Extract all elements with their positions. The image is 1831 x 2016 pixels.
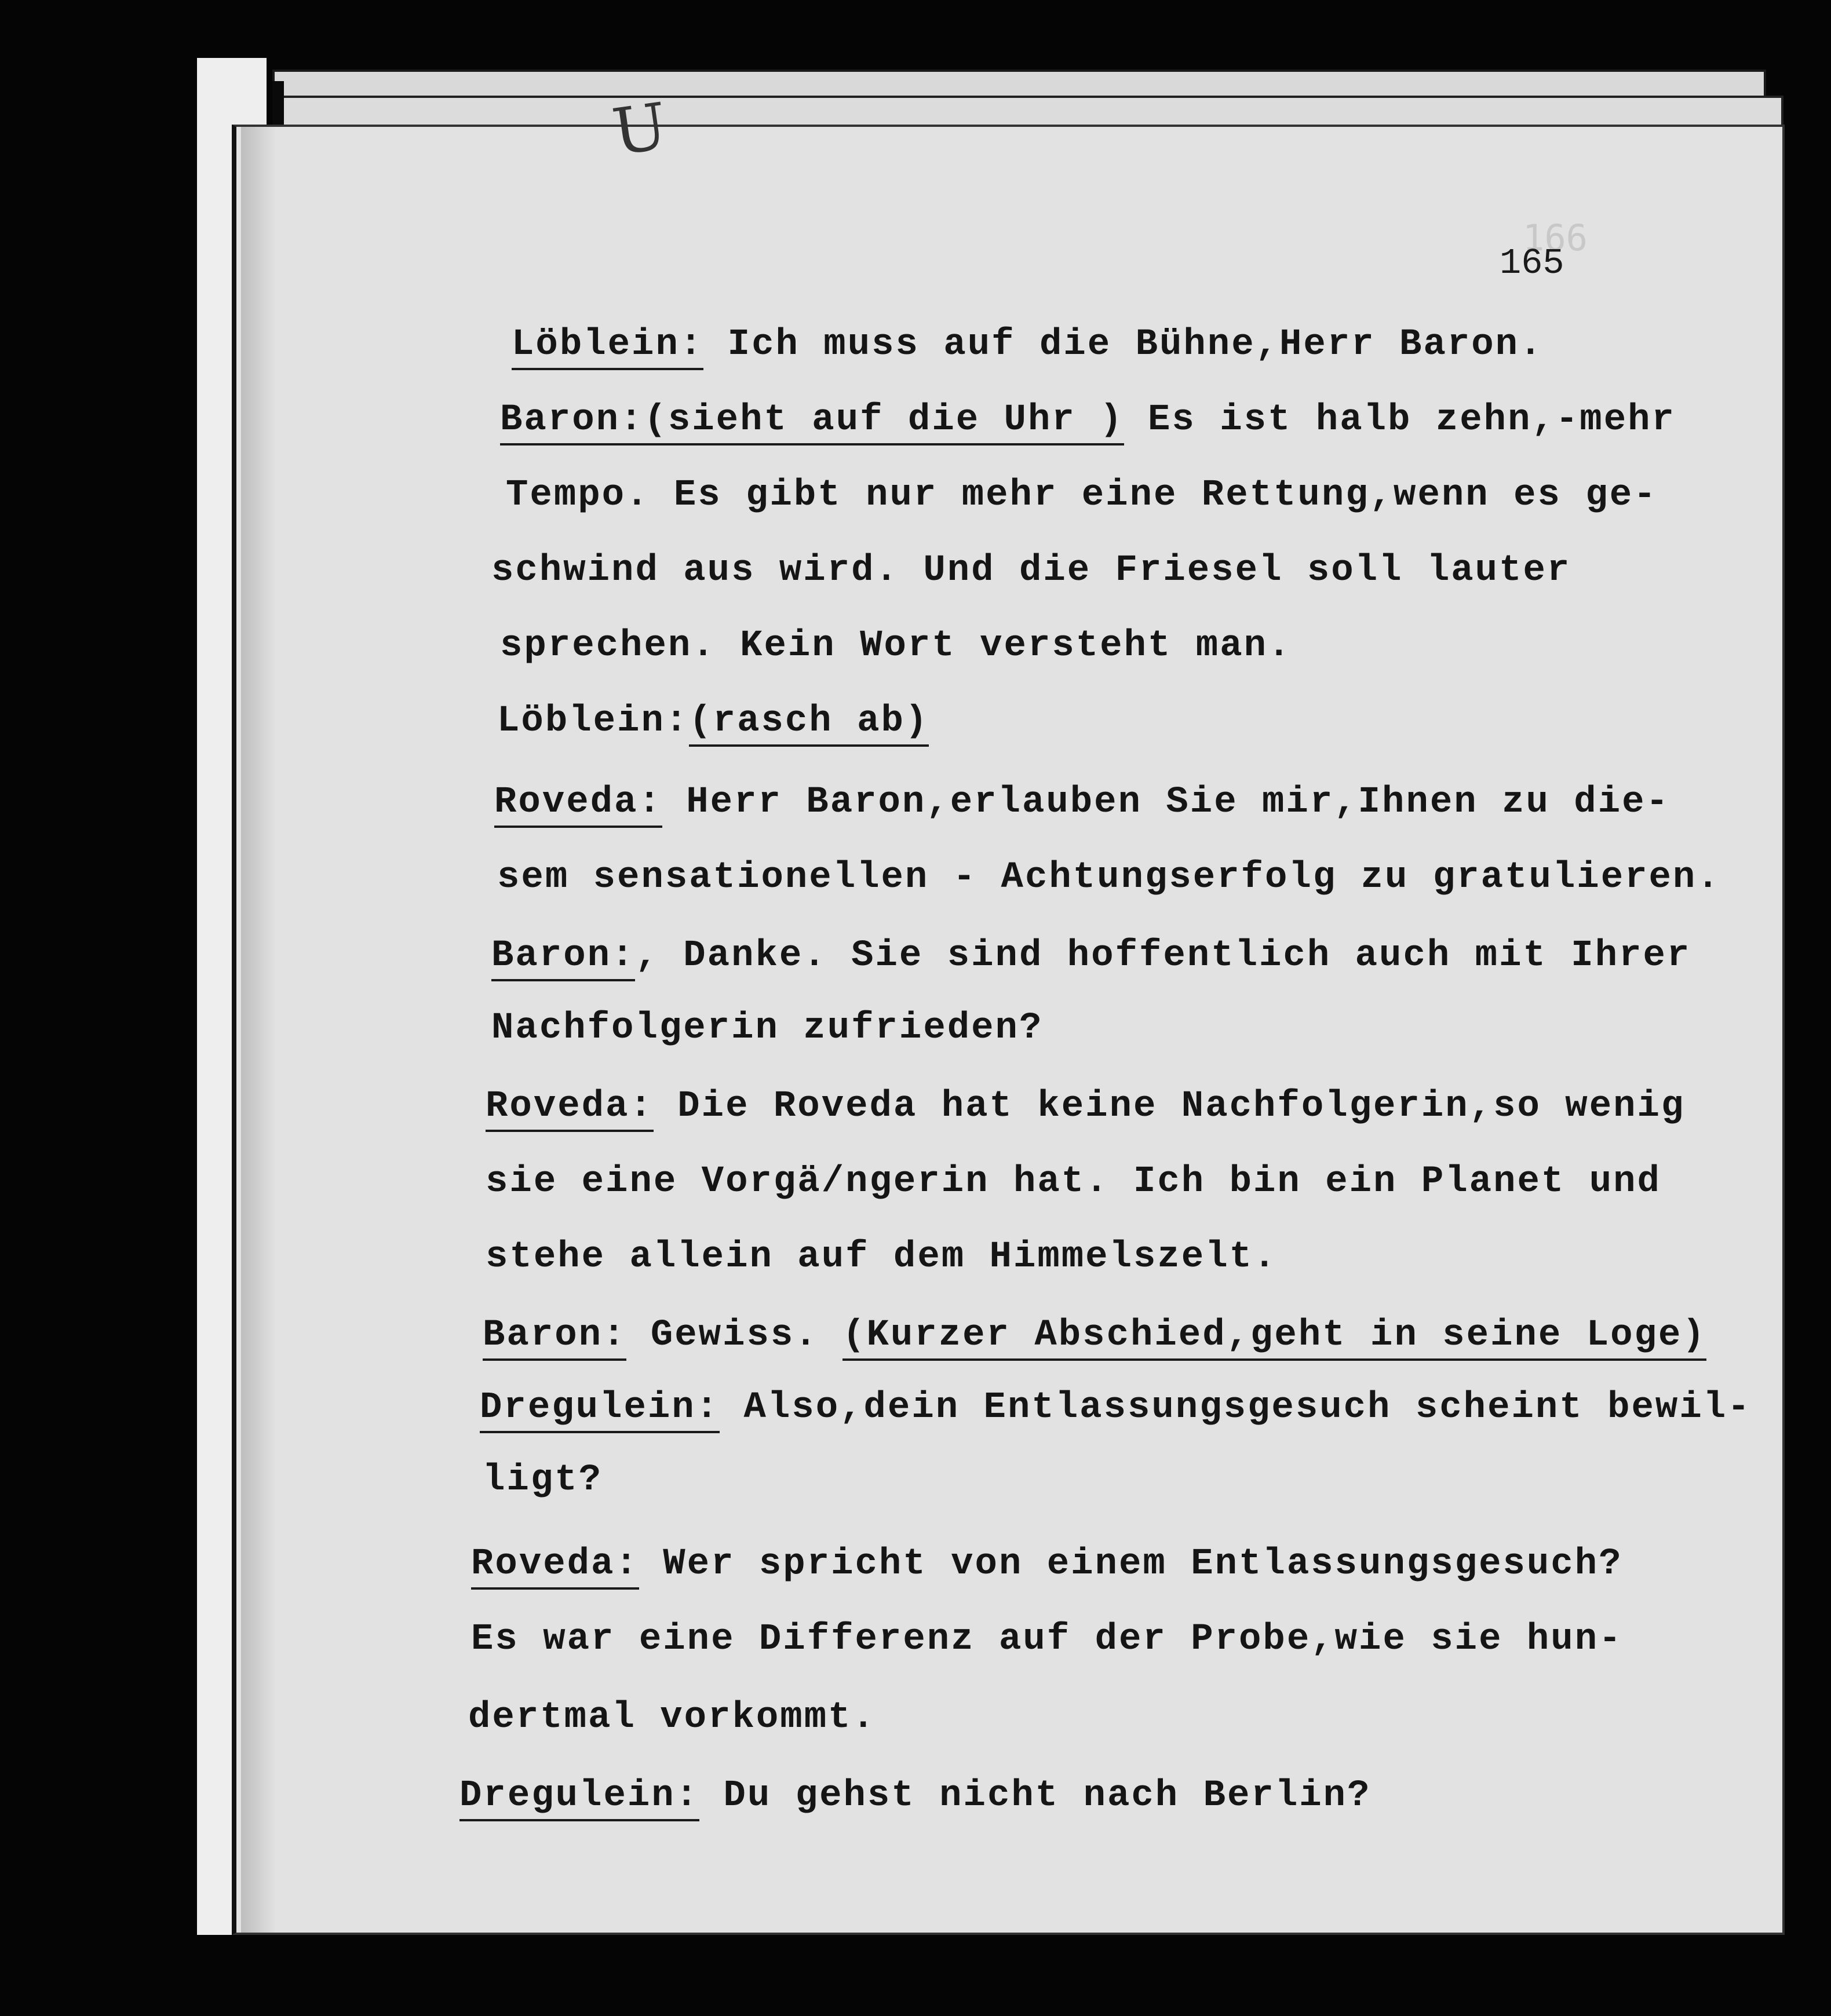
text-line bbox=[483, 1314, 1706, 1361]
text-line bbox=[497, 700, 929, 747]
text-line bbox=[486, 1086, 1685, 1132]
text-line bbox=[486, 1236, 1277, 1278]
line-text: Es war eine Differenz auf der Probe,wie sie hun- bbox=[471, 1619, 1623, 1660]
speaker-label: Löblein: bbox=[497, 700, 690, 742]
text-line bbox=[500, 399, 1676, 445]
line-text: Es ist halb zehn,-mehr bbox=[1124, 399, 1676, 441]
text-line bbox=[494, 781, 1670, 828]
speaker-label: Dregulein: bbox=[480, 1387, 720, 1433]
stage-direction: (Kurzer Abschied,geht in seine Loge) bbox=[842, 1314, 1706, 1361]
line-text: , Danke. Sie sind hoffentlich auch mit Ihrer bbox=[635, 935, 1691, 977]
line-text: Also,dein Entlassungsgesuch scheint bewil- bbox=[720, 1387, 1752, 1429]
speaker-label: Roveda: bbox=[486, 1086, 654, 1132]
line-text: Nachfolgerin zufrieden? bbox=[491, 1007, 1044, 1049]
line-text: stehe allein auf dem Himmelszelt. bbox=[486, 1236, 1278, 1278]
speaker-label: Baron: bbox=[483, 1314, 626, 1361]
line-text: Ich muss auf die Bühne,Herr Baron. bbox=[703, 324, 1544, 366]
text-line bbox=[471, 1543, 1623, 1590]
line-text: Gewiss. bbox=[626, 1314, 843, 1356]
text-line bbox=[483, 1459, 603, 1501]
line-text: Du gehst nicht nach Berlin? bbox=[699, 1775, 1372, 1817]
text-line bbox=[491, 550, 1571, 591]
line-text: ligt? bbox=[483, 1459, 603, 1501]
text-line bbox=[491, 1007, 1043, 1049]
text-line bbox=[471, 1619, 1623, 1660]
text-line bbox=[491, 935, 1691, 981]
speaker-label: Löblein: bbox=[512, 324, 703, 370]
text-line bbox=[512, 324, 1543, 370]
line-text: Die Roveda hat keine Nachfolgerin,so wenig bbox=[653, 1086, 1686, 1127]
page-number: 165 bbox=[1500, 243, 1564, 284]
pencil-mark: U bbox=[608, 89, 672, 170]
text-line bbox=[480, 1387, 1752, 1433]
typescript-page bbox=[232, 89, 1785, 1935]
line-text: Wer spricht von einem Entlassungsgesuch? bbox=[639, 1543, 1623, 1585]
line-text: sem sensationellen - Achtungserfolg zu gratulieren. bbox=[497, 857, 1721, 899]
text-line bbox=[468, 1697, 876, 1739]
text-line bbox=[500, 625, 1292, 667]
speaker-label: Dregulein: bbox=[459, 1775, 699, 1821]
line-text: sie eine Vorgä/ngerin hat. Ich bin ein Planet und bbox=[486, 1161, 1661, 1203]
speaker-label: Roveda: bbox=[494, 781, 662, 828]
line-text: Herr Baron,erlauben Sie mir,Ihnen zu die- bbox=[662, 781, 1670, 823]
line-text: dertmal vorkommt. bbox=[468, 1697, 876, 1739]
text-line bbox=[506, 474, 1658, 516]
line-text: schwind aus wird. Und die Friesel soll lauter bbox=[491, 550, 1571, 591]
stage-direction: (rasch ab) bbox=[689, 700, 929, 747]
faded-page-number: 166 bbox=[1523, 217, 1588, 259]
script-text bbox=[236, 127, 1782, 1933]
text-line bbox=[486, 1161, 1661, 1203]
line-text: sprechen. Kein Wort versteht man. bbox=[500, 625, 1292, 667]
line-text: Tempo. Es gibt nur mehr eine Rettung,wenn es ge- bbox=[506, 474, 1658, 516]
speaker-label: Roveda: bbox=[471, 1543, 639, 1590]
speaker-label: Baron: bbox=[491, 935, 635, 981]
text-line bbox=[459, 1775, 1371, 1821]
stage-direction: (sieht auf die Uhr ) bbox=[644, 399, 1124, 445]
text-line bbox=[497, 857, 1721, 899]
speaker-label: Baron: bbox=[500, 399, 644, 445]
